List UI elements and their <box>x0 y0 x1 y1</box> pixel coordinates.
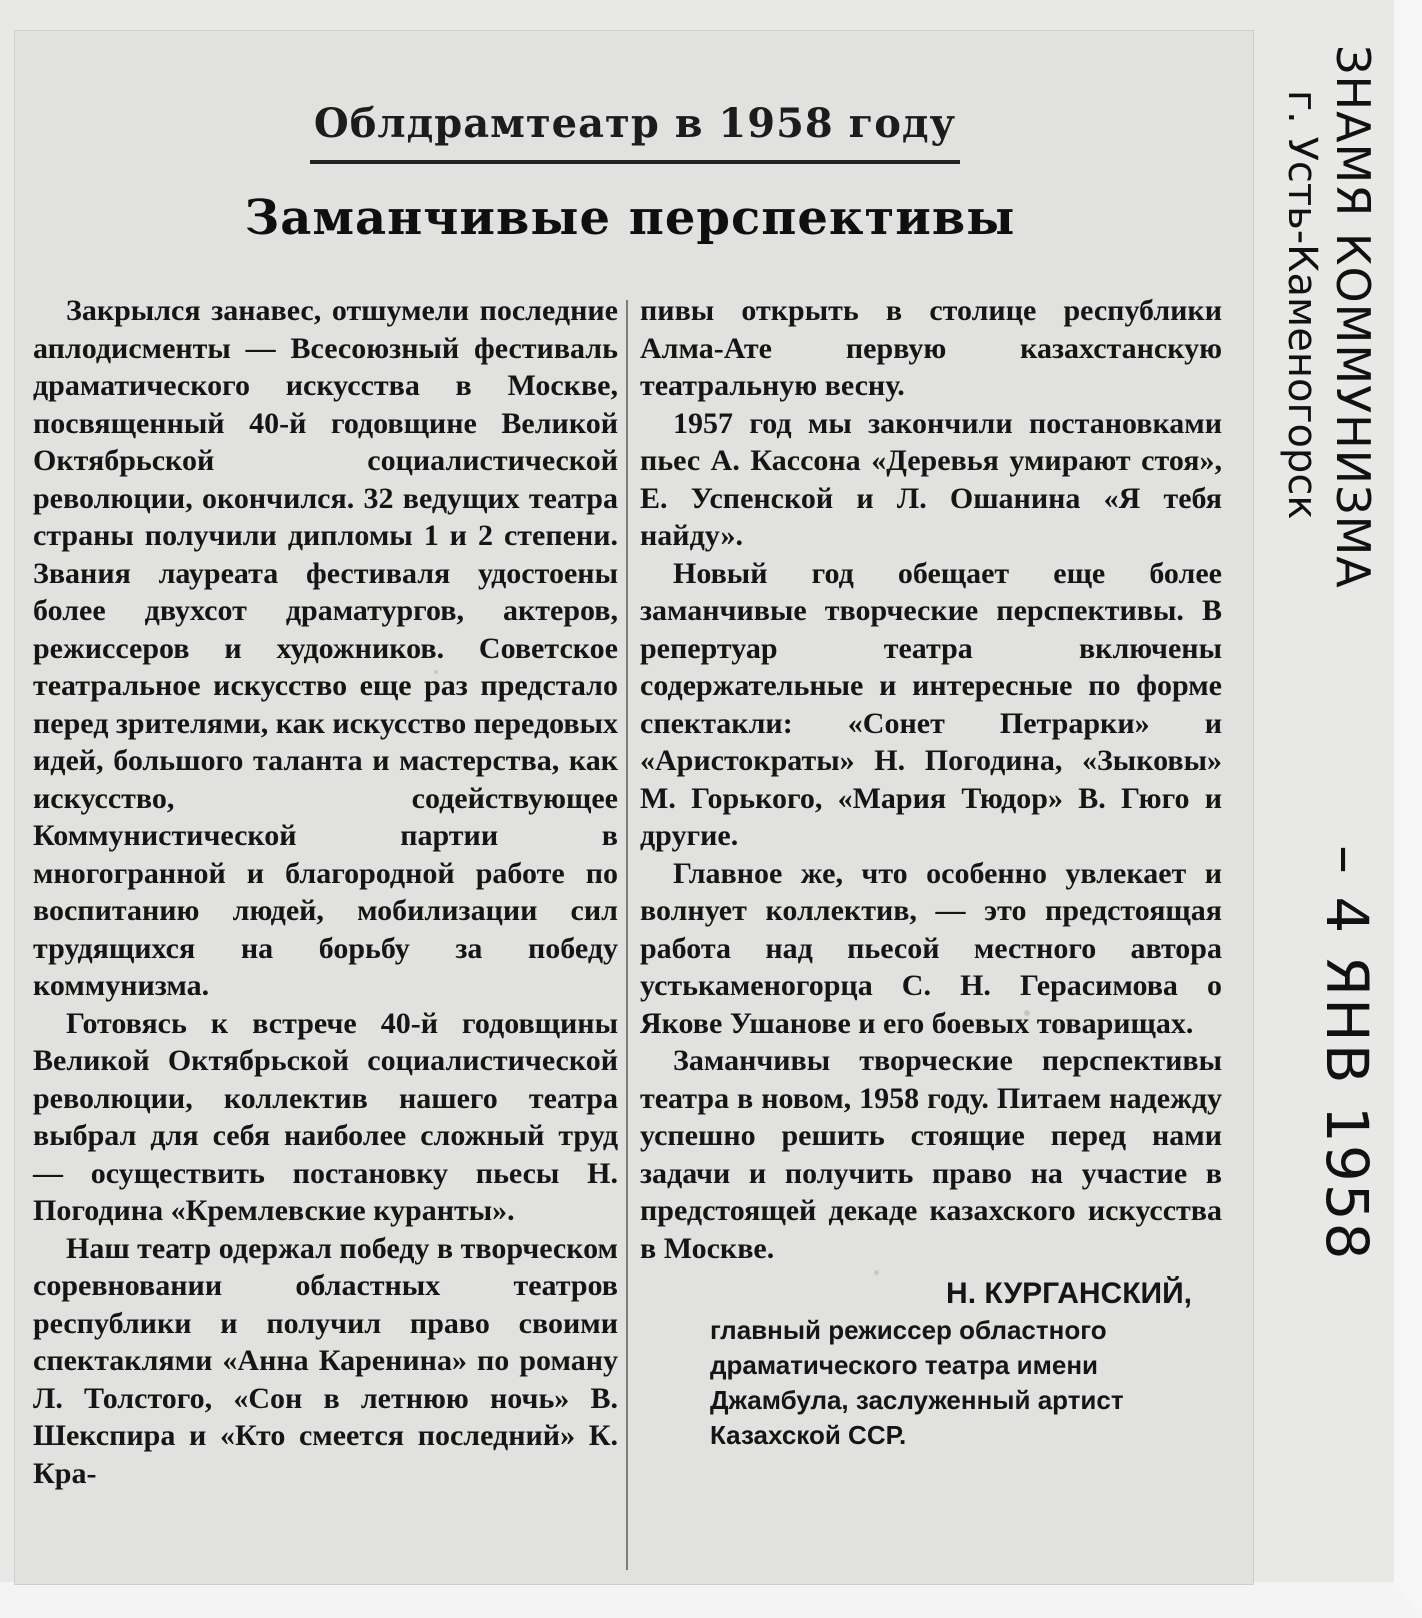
article-title: Заманчивые перспективы <box>244 190 1016 246</box>
column-divider <box>626 300 628 1570</box>
paragraph: Готовясь к встрече 40-й годовщины Великой Октябрьской социалистической революции, коллектив нашего театра выбрал для себя наиболее сложный труд — осуществить постановку пьесы Н. Погодина «Кремлевские куранты». <box>33 1006 618 1227</box>
stamp-date: – 4 ЯНВ 1958 <box>1313 845 1381 1262</box>
paragraph: Главное же, что особенно увлекает и волнует коллектив, — это предстоящая работа над пьесой местного автора устькаменогорца С. Н. Герасимова о Якове Ушанове и его боевых товарищах. <box>640 856 1222 1040</box>
paragraph: Заманчивы творческие перспективы театра в новом, 1958 году. Питаем надежду успешно решить стоящие перед нами задачи и получить право на участие в предстоящей декаде казахского искусства в Москве. <box>640 1044 1222 1265</box>
kicker-underline <box>310 160 960 164</box>
author-title: главный режиссер областного драматического театра имени Джамбула, заслуженный артист Казахской ССР. <box>710 1314 1124 1450</box>
article-left-column <box>33 292 618 1492</box>
paragraph: Закрылся занавес, отшумели последние аплодисменты — Всесоюзный фестиваль драматического искусства в Москве, посвященный 40-й годовщине Великой Октябрьской социалистической революции, окончился. 32 ведущих театра страны получили дипломы 1 и 2 степени. Звания лауреата фестиваля удостоены более двухсот драматургов, актеров, режиссеров и художников. Советское театральное искусство еще раз предстало перед зрителями, как искусство передовых идей, большого таланта и мастерства, как искусство, содействующее Коммунистической партии в многогранной и благородной работе по воспитанию людей, мобилизации сил трудящихся на борьбу за победу коммунизма. <box>33 294 619 1002</box>
paragraph: Наш театр одержал победу в творческом соревновании областных театров республики и получил право своими спектаклями «Анна Каренина» по роману Л. Толстого, «Сон в летнюю ночь» В. Шекспира и «Кто смеется последний» К. Кра- <box>33 1231 618 1490</box>
stamp-newspaper-name: ЗНАМЯ КОММУНИЗМА <box>1326 45 1380 589</box>
article-right-column <box>640 292 1222 1453</box>
paragraph: Новый год обещает еще более заманчивые творческие перспективы. В репертуар театра включены содержательные и интересные по форме спектакли: «Сонет Петрарки» и «Аристократы» Н. Погодина, «Зыковы» М. Горького, «Мария Тюдор» В. Гюго и другие. <box>640 556 1222 852</box>
author-name: Н. КУРГАНСКИЙ, <box>946 1277 1192 1310</box>
archive-stamp <box>1255 45 1385 1535</box>
paragraph: 1957 год мы закончили постановками пьес А. Кассона «Деревья умирают стоя», Е. Успенской и Л. Ошанина «Я тебя найду». <box>640 406 1222 552</box>
paragraph: пивы открыть в столице республики Алма-Ате первую казахстанскую театральную весну. <box>640 294 1222 402</box>
article-kicker: Облдрамтеатр в 1958 году <box>313 100 957 147</box>
stamp-city: г. Усть-Каменогорск <box>1279 90 1325 520</box>
